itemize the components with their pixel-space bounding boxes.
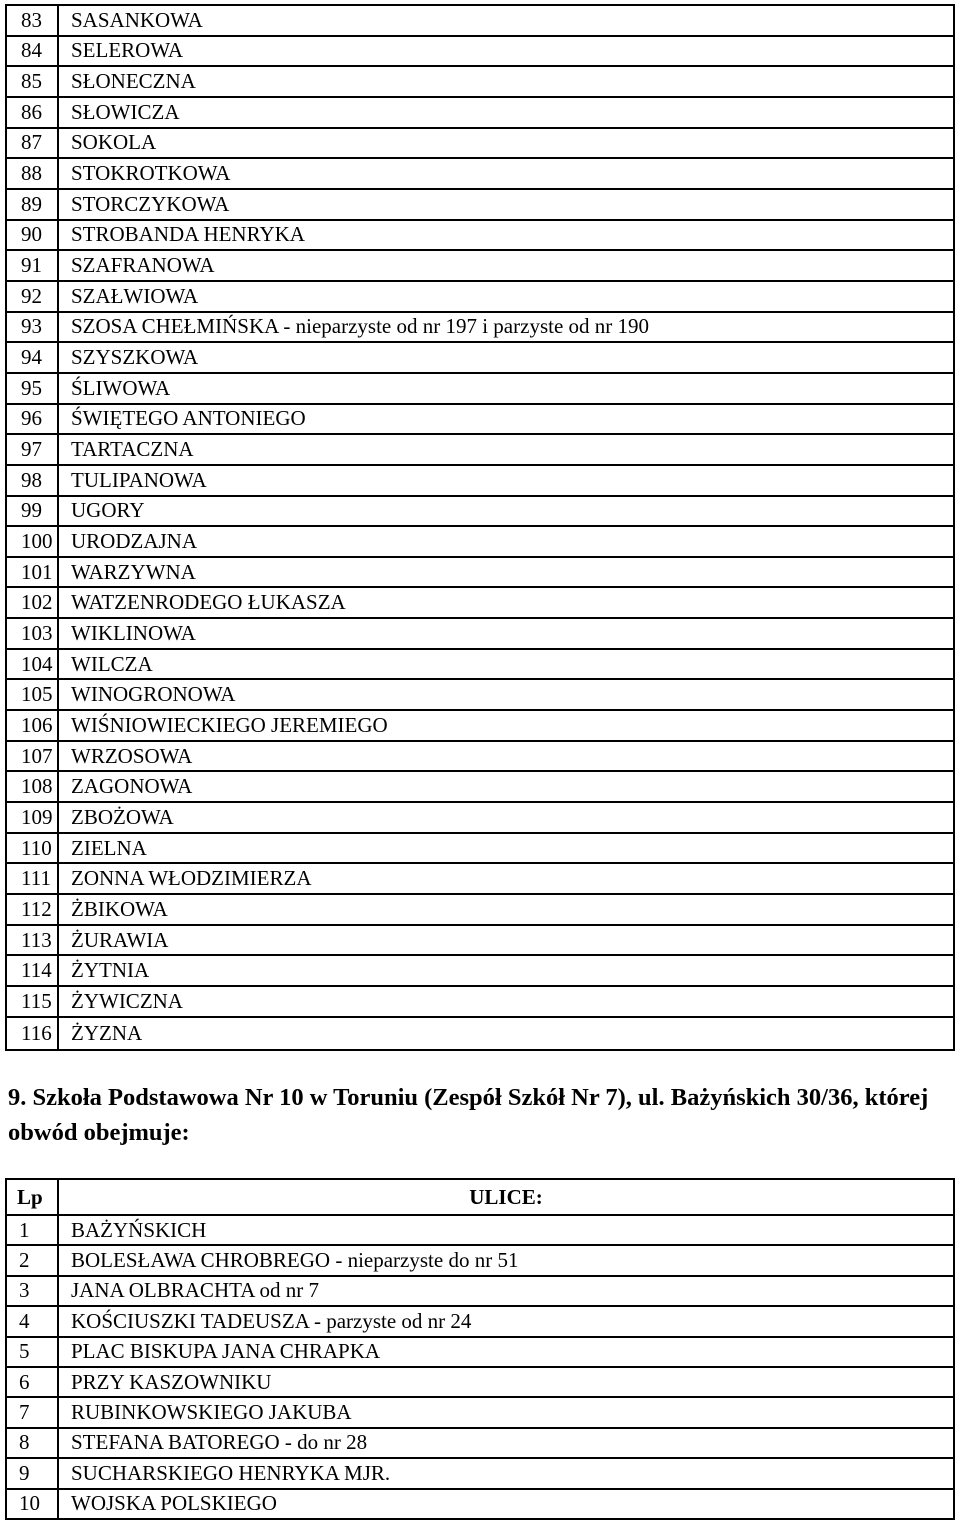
row-number: 113: [6, 925, 58, 956]
street-table-bottom-body: [6, 1215, 954, 1519]
street-name: SASANKOWA: [58, 5, 954, 36]
row-number: 108: [6, 771, 58, 802]
row-number: 105: [6, 679, 58, 710]
table-row: [6, 649, 954, 680]
row-number: 85: [6, 66, 58, 97]
row-number: 6: [6, 1367, 58, 1397]
street-name: SELEROWA: [58, 36, 954, 67]
table-row: [6, 771, 954, 802]
table-row: [6, 1337, 954, 1367]
street-name: SUCHARSKIEGO HENRYKA MJR.: [58, 1458, 954, 1488]
street-table-bottom: [5, 1178, 955, 1520]
street-name: WRZOSOWA: [58, 741, 954, 772]
street-name: PLAC BISKUPA JANA CHRAPKA: [58, 1337, 954, 1367]
table-row: [6, 97, 954, 128]
street-name: STEFANA BATOREGO - do nr 28: [58, 1428, 954, 1458]
table-row: [6, 863, 954, 894]
row-number: 93: [6, 312, 58, 343]
street-name: ŻBIKOWA: [58, 894, 954, 925]
street-name: ŻYWICZNA: [58, 986, 954, 1017]
table-row: [6, 128, 954, 159]
row-number: 111: [6, 863, 58, 894]
street-name: WOJSKA POLSKIEGO: [58, 1489, 954, 1519]
street-name: STOKROTKOWA: [58, 158, 954, 189]
street-name: WILCZA: [58, 649, 954, 680]
header-lp: Lp: [6, 1179, 58, 1215]
row-number: 86: [6, 97, 58, 128]
street-name: SZOSA CHEŁMIŃSKA - nieparzyste od nr 197 i parzyste od nr 190: [58, 312, 954, 343]
table-row: [6, 1458, 954, 1488]
table-row: [6, 373, 954, 404]
header-row: [6, 1179, 954, 1215]
table-row: [6, 802, 954, 833]
row-number: 5: [6, 1337, 58, 1367]
row-number: 103: [6, 618, 58, 649]
table-row: [6, 1245, 954, 1275]
table-row: [6, 1276, 954, 1306]
table-row: [6, 36, 954, 67]
table-row: [6, 342, 954, 373]
table-row: [6, 557, 954, 588]
street-name: UGORY: [58, 496, 954, 527]
row-number: 109: [6, 802, 58, 833]
row-number: 102: [6, 587, 58, 618]
street-name: STORCZYKOWA: [58, 189, 954, 220]
header-streets: ULICE:: [58, 1179, 954, 1215]
table-row: [6, 894, 954, 925]
street-name: ŻYTNIA: [58, 955, 954, 986]
table-row: [6, 955, 954, 986]
table-row: [6, 496, 954, 527]
table-row: [6, 404, 954, 435]
street-name: SZYSZKOWA: [58, 342, 954, 373]
street-name: WATZENRODEGO ŁUKASZA: [58, 587, 954, 618]
table-row: [6, 587, 954, 618]
row-number: 115: [6, 986, 58, 1017]
street-name: WINOGRONOWA: [58, 679, 954, 710]
street-name: PRZY KASZOWNIKU: [58, 1367, 954, 1397]
street-name: WARZYWNA: [58, 557, 954, 588]
table-row: [6, 741, 954, 772]
row-number: 95: [6, 373, 58, 404]
row-number: 83: [6, 5, 58, 36]
street-name: ZBOŻOWA: [58, 802, 954, 833]
row-number: 97: [6, 434, 58, 465]
row-number: 99: [6, 496, 58, 527]
table-row: [6, 526, 954, 557]
street-name: ZAGONOWA: [58, 771, 954, 802]
row-number: 92: [6, 281, 58, 312]
table-row: [6, 158, 954, 189]
table-row: [6, 710, 954, 741]
row-number: 2: [6, 1245, 58, 1275]
table-row: [6, 465, 954, 496]
street-name: WIKLINOWA: [58, 618, 954, 649]
street-name: SZAFRANOWA: [58, 250, 954, 281]
street-name: STROBANDA HENRYKA: [58, 220, 954, 251]
table-row: [6, 250, 954, 281]
row-number: 88: [6, 158, 58, 189]
street-name: ŻURAWIA: [58, 925, 954, 956]
row-number: 107: [6, 741, 58, 772]
row-number: 9: [6, 1458, 58, 1488]
row-number: 3: [6, 1276, 58, 1306]
row-number: 10: [6, 1489, 58, 1519]
row-number: 104: [6, 649, 58, 680]
row-number: 8: [6, 1428, 58, 1458]
street-name: SZAŁWIOWA: [58, 281, 954, 312]
street-name: ZIELNA: [58, 833, 954, 864]
table-row: [6, 1306, 954, 1336]
street-name: RUBINKOWSKIEGO JAKUBA: [58, 1397, 954, 1427]
row-number: 100: [6, 526, 58, 557]
street-name: SOKOLA: [58, 128, 954, 159]
street-name: TARTACZNA: [58, 434, 954, 465]
street-table-top: [5, 4, 955, 1051]
row-number: 98: [6, 465, 58, 496]
street-name: ZONNA WŁODZIMIERZA: [58, 863, 954, 894]
table-row: [6, 1215, 954, 1245]
street-name: ŻYZNA: [58, 1017, 954, 1050]
row-number: 87: [6, 128, 58, 159]
row-number: 112: [6, 894, 58, 925]
table-row: [6, 1397, 954, 1427]
street-name: WIŚNIOWIECKIEGO JEREMIEGO: [58, 710, 954, 741]
row-number: 106: [6, 710, 58, 741]
row-number: 7: [6, 1397, 58, 1427]
street-name: BOLESŁAWA CHROBREGO - nieparzyste do nr 51: [58, 1245, 954, 1275]
table-row: [6, 1367, 954, 1397]
table-row: [6, 925, 954, 956]
street-name: JANA OLBRACHTA od nr 7: [58, 1276, 954, 1306]
row-number: 84: [6, 36, 58, 67]
table-row: [6, 434, 954, 465]
street-name: TULIPANOWA: [58, 465, 954, 496]
row-number: 94: [6, 342, 58, 373]
section-heading: 9. Szkoła Podstawowa Nr 10 w Toruniu (Zespół Szkół Nr 7), ul. Bażyńskich 30/36, której obwód obejmuje:: [8, 1084, 929, 1146]
row-number: 96: [6, 404, 58, 435]
table-row: [6, 1489, 954, 1519]
row-number: 1: [6, 1215, 58, 1245]
table-row: [6, 679, 954, 710]
table-row: [6, 189, 954, 220]
row-number: 110: [6, 833, 58, 864]
row-number: 91: [6, 250, 58, 281]
street-name: SŁOWICZA: [58, 97, 954, 128]
row-number: 114: [6, 955, 58, 986]
table-row: [6, 1017, 954, 1050]
row-number: 101: [6, 557, 58, 588]
street-name: ŚLIWOWA: [58, 373, 954, 404]
street-name: URODZAJNA: [58, 526, 954, 557]
table-row: [6, 281, 954, 312]
street-table-bottom-header: [6, 1179, 954, 1215]
row-number: 116: [6, 1017, 58, 1050]
row-number: 89: [6, 189, 58, 220]
street-name: KOŚCIUSZKI TADEUSZA - parzyste od nr 24: [58, 1306, 954, 1336]
row-number: 90: [6, 220, 58, 251]
street-table-top-body: [6, 5, 954, 1050]
table-row: [6, 5, 954, 36]
street-name: SŁONECZNA: [58, 66, 954, 97]
table-row: [6, 833, 954, 864]
table-row: [6, 1428, 954, 1458]
table-row: [6, 312, 954, 343]
row-number: 4: [6, 1306, 58, 1336]
street-name: BAŻYŃSKICH: [58, 1215, 954, 1245]
table-row: [6, 66, 954, 97]
table-row: [6, 618, 954, 649]
table-row: [6, 220, 954, 251]
table-row: [6, 986, 954, 1017]
street-name: ŚWIĘTEGO ANTONIEGO: [58, 404, 954, 435]
